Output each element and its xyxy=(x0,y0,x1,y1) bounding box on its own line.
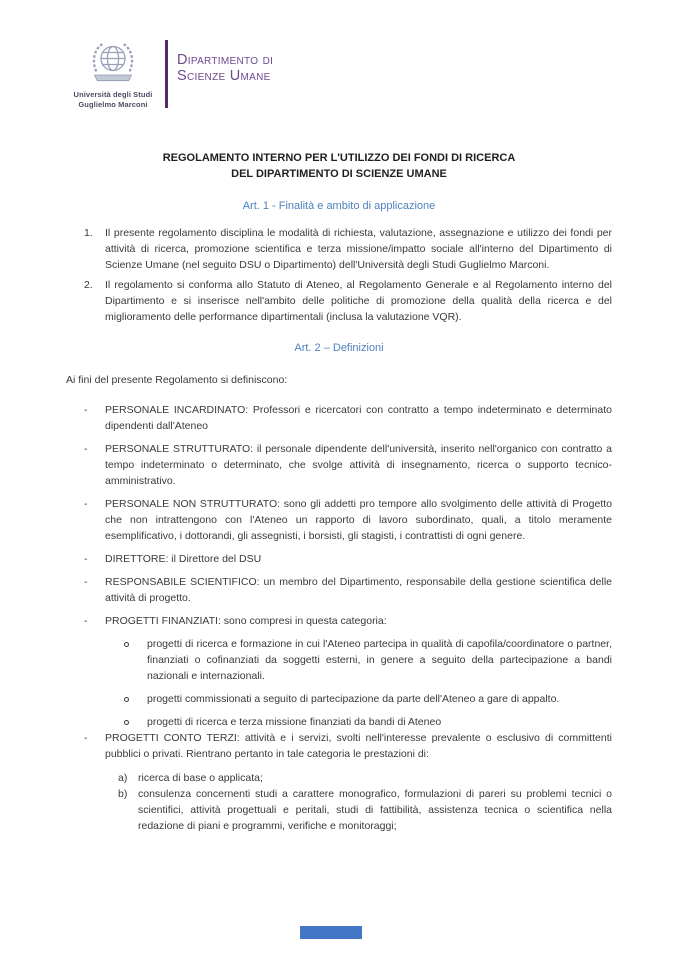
document-title xyxy=(66,150,612,182)
sub-list-item xyxy=(66,714,612,730)
definition-item xyxy=(66,613,612,629)
definition-group-finanziati xyxy=(66,613,612,730)
sub-list-item-text: progetti commissionati a seguito di partecipazione da parte dell'Ateneo a gare di appalto. xyxy=(147,693,560,705)
lettered-item-text: consulenza concernenti studi a carattere monografico, formulazioni di pareri su problemi tecnici o scientifici, attività progettuali e peritali, studi di fattibilità, assistenza tecnica o scientifica nella redazione di piani e programmi, verifiche e monitoraggi; xyxy=(138,788,612,832)
definition-item xyxy=(66,574,612,606)
letter-bullet: b) xyxy=(118,788,128,800)
university-name-line1: Università degli Studi xyxy=(73,90,153,99)
definition-text: PERSONALE INCARDINATO: Professori e ricercatori con contratto a tempo indeterminato e determinato dipendenti dall'Ateneo xyxy=(105,404,612,432)
footer-progress-bar xyxy=(300,926,362,939)
dash-bullet: - xyxy=(84,443,88,455)
list-item xyxy=(66,277,612,325)
lettered-item xyxy=(66,786,612,834)
circle-bullet-icon xyxy=(124,714,147,730)
article2-intro: Ai fini del presente Regolamento si definiscono: xyxy=(66,374,288,386)
list-item-number: 2. xyxy=(84,279,93,291)
definition-item xyxy=(66,496,612,544)
sub-list-item-text: progetti di ricerca e terza missione finanziati da bandi di Ateneo xyxy=(147,716,442,728)
circle-bullet-icon xyxy=(124,636,147,684)
article2-heading: Art. 2 – Definizioni xyxy=(294,342,384,354)
definition-text: PROGETTI CONTO TERZI: attività e i servizi, svolti nell'interesse prevalente o esclusivo di committenti pubblici o privati. Rientrano pertanto in tale categoria le prestazioni di: xyxy=(105,732,612,760)
dash-bullet: - xyxy=(84,498,88,510)
lettered-item xyxy=(66,770,612,786)
definition-item xyxy=(66,402,612,434)
definition-item xyxy=(66,730,612,762)
definition-item xyxy=(66,551,612,567)
dash-bullet: - xyxy=(84,732,88,744)
dash-bullet: - xyxy=(84,576,88,588)
dash-bullet: - xyxy=(84,615,88,627)
sub-list-item xyxy=(66,691,612,707)
definition-item xyxy=(66,441,612,489)
university-name-line2: Guglielmo Marconi xyxy=(78,99,148,109)
definition-text: DIRETTORE: il Direttore del DSU xyxy=(105,553,262,565)
sub-list-item xyxy=(66,636,612,684)
circle-bullet-icon xyxy=(124,691,147,707)
definition-text: PROGETTI FINANZIATI: sono compresi in questa categoria: xyxy=(105,615,387,627)
document-title-line1: REGOLAMENTO INTERNO PER L'UTILIZZO DEI FONDI DI RICERCA xyxy=(162,152,516,164)
sub-list-item-text: progetti di ricerca e formazione in cui l'Ateneo partecipa in qualità di capofila/coordinatore o partner, finanziati o cofinanziati da soggetti esterni, in genere a seguito della partecipazione a bandi nazionali e internazionali. xyxy=(147,638,612,682)
conto-terzi-letter-list xyxy=(66,770,612,834)
finanziati-sub-list xyxy=(66,636,612,730)
letter-bullet: a) xyxy=(118,772,128,784)
definition-group-conto-terzi xyxy=(66,730,612,834)
article1-list xyxy=(66,225,612,325)
definition-text: RESPONSABILE SCIENTIFICO: un membro del Dipartimento, responsabile della gestione scientifica delle attività di progetto. xyxy=(105,576,612,604)
definitions-list xyxy=(66,402,612,834)
list-item-text: Il presente regolamento disciplina le modalità di richiesta, valutazione, assegnazione e utilizzo dei fondi per attività di ricerca, promozione scientifica e terza missione/impatto sociale all'interno del Dipartimento di Scienze Umane (nel seguito DSU o Dipartimento) dell'Università degli Studi Guglielmo Marconi. xyxy=(105,227,612,271)
list-item-number: 1. xyxy=(84,227,93,239)
dash-bullet: - xyxy=(84,553,88,565)
department-name-line2: Scienze Umane xyxy=(177,68,271,84)
list-item xyxy=(66,225,612,273)
definition-text: PERSONALE STRUTTURATO: il personale dipendente dell'università, inserito nell'organico con contratto a tempo indeterminato o determinato, che svolge attività di insegnamento, ricerca o supporto tecnico-amministrativo. xyxy=(105,443,612,487)
lettered-item-text: ricerca di base o applicata; xyxy=(138,772,263,784)
dash-bullet: - xyxy=(84,404,88,416)
document-title-line2: DEL DIPARTIMENTO DI SCIENZE UMANE xyxy=(231,168,447,180)
definition-text: PERSONALE NON STRUTTURATO: sono gli addetti pro tempore allo svolgimento delle attività di Progetto che non intrattengono con l'Ateneo un rapporto di lavoro subordinato, quali, a titolo meramente esemplificativo, i dottorandi, gli assegnisti, i borsisti, gli stagisti, i contrattisti di ogni genere. xyxy=(105,498,612,542)
list-item-text: Il regolamento si conforma allo Statuto di Ateneo, al Regolamento Generale e al Regolamento interno del Dipartimento e si inserisce nell'ambito delle politiche di promozione della qualità della ricerca e del miglioramento delle performance dipartimentali (inclusa la valutazione VQR). xyxy=(105,279,612,323)
article1-heading: Art. 1 - Finalità e ambito di applicazione xyxy=(242,200,436,212)
department-name-line1: Dipartimento di xyxy=(177,52,274,68)
